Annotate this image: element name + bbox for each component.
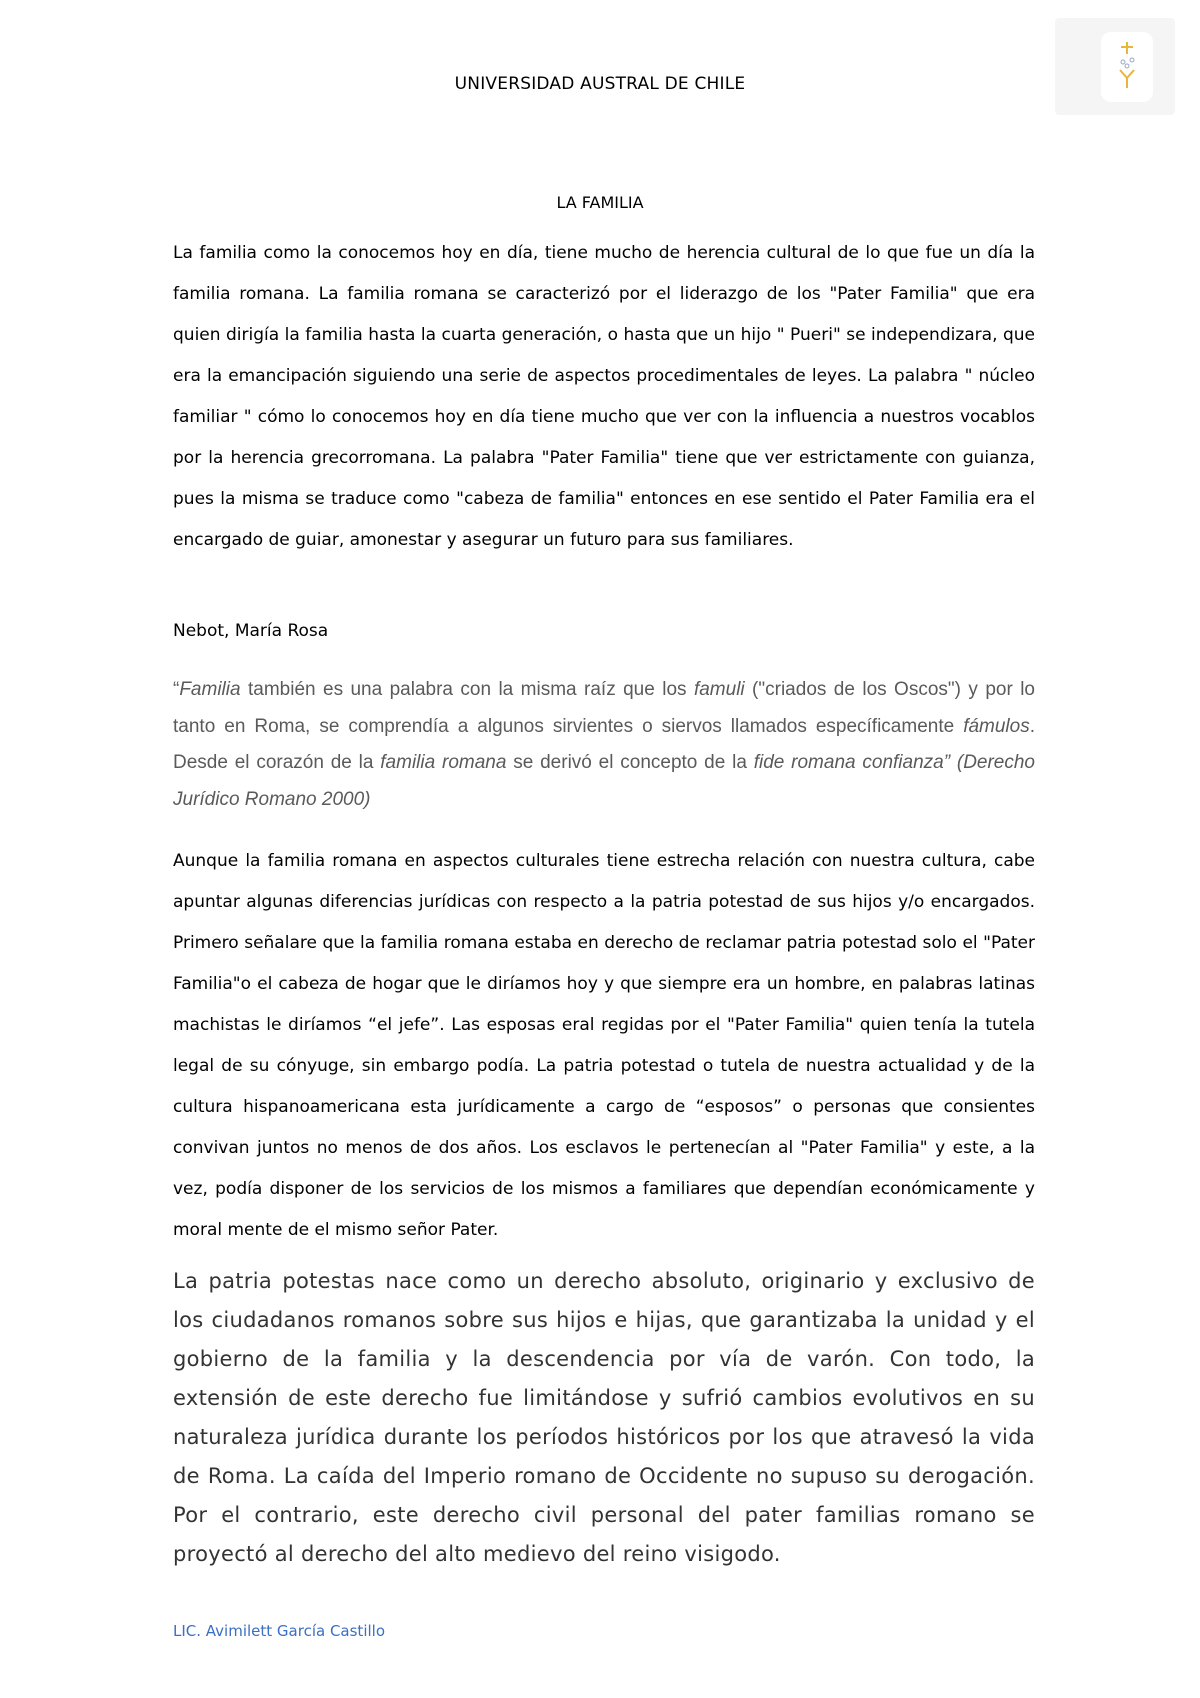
quote-term-famuli: famuli (693, 679, 745, 700)
document-title: LA FAMILIA (556, 193, 644, 212)
quote-text: también es una palabra con la misma raíz que los (240, 679, 694, 700)
institution-name: UNIVERSIDAD AUSTRAL DE CHILE (454, 74, 746, 94)
logo-container (1055, 18, 1175, 115)
quote-term-famulos: fámulos (963, 715, 1030, 737)
quote-text: . Desde el corazón de la (173, 715, 1035, 773)
quote-term-familia: Familia (179, 679, 241, 700)
quote-text: se derivó el concepto de la (506, 752, 754, 773)
paragraph-differences: Aunque la familia romana en aspectos culturales tiene estrecha relación con nuestra cultura, cabe apuntar algunas diferencias jurídicas con respecto a la patria potestad de sus hijos y/o encargados. Primero señalare que la familia romana estaba en derecho de reclamar patria potestad solo el "Pater Familia"o el cabeza de hogar que le diríamos hoy y que siempre era un hombre, en palabras latinas machistas le diríamos “el jefe”. Las esposas eral regidas por el "Pater Familia" quien tenía la tutela legal de su cónyuge, sin embargo podía. La patria potestad o tutela de nuestra actualidad y de la cultura hispanoamericana esta jurídicamente a cargo de “esposos” o personas que consientes convivan juntos no menos de dos años. Los esclavos le pertenecían al "Pater Familia" y este, a la vez, podía disponer de los servicios de los mismos a familiares que dependían económicamente y moral mente de el mismo señor Pater. (173, 851, 1035, 1240)
paragraph-patria-potestas: La patria potestas nace como un derecho absoluto, originario y exclusivo de los ciudadanos romanos sobre sus hijos e hijas, que garantizaba la unidad y el gobierno de la familia y la descendencia por vía de varón. Con todo, la extensión de este derecho fue limitándose y sufrió cambios evolutivos en su naturaleza jurídica durante los períodos históricos por los que atravesó la vida de Roma. La caída del Imperio romano de Occidente no supuso su derogación. Por el contrario, este derecho civil personal del pater familias romano se proyectó al derecho del alto medievo del reino visigodo. (173, 1269, 1035, 1566)
page-header (0, 74, 1200, 94)
page-footer (173, 1622, 385, 1640)
block-quote (173, 672, 1035, 818)
logo-card (1101, 32, 1153, 102)
citation-author: Nebot, María Rosa (173, 621, 329, 641)
quote-text: ("criados de los Oscos") y por lo tanto en Roma, se comprendía a algunos sirvientes o siervos llamados específicamente (173, 679, 1035, 737)
paragraph-intro: La familia como la conocemos hoy en día, tiene mucho de herencia cultural de lo que fue un día la familia romana. La familia romana se caracterizó por el liderazgo de los "Pater Familia" que era quien dirigía la familia hasta la cuarta generación, o hasta que un hijo " Pueri" se independizara, que era la emancipación siguiendo una serie de aspectos procedimentales de leyes. La palabra " núcleo familiar " cómo lo conocemos hoy en día tiene mucho que ver con la influencia a nuestros vocablos por la herencia grecorromana. La palabra "Pater Familia" tiene que ver estrictamente con guianza, pues la misma se traduce como "cabeza de familia" entonces en ese sentido el Pater Familia era el encargado de guiar, amonestar y asegurar un futuro para sus familiares. (173, 243, 1035, 550)
university-crest-icon (1101, 32, 1153, 102)
quote-citation: fide romana confianza” (Derecho Jurídico Romano 2000) (173, 752, 1036, 810)
footer-author: LIC. Avimilett García Castillo (173, 1622, 385, 1640)
quote-term-familia-romana: familia romana (380, 752, 507, 773)
quote-mark: “ (173, 679, 180, 700)
